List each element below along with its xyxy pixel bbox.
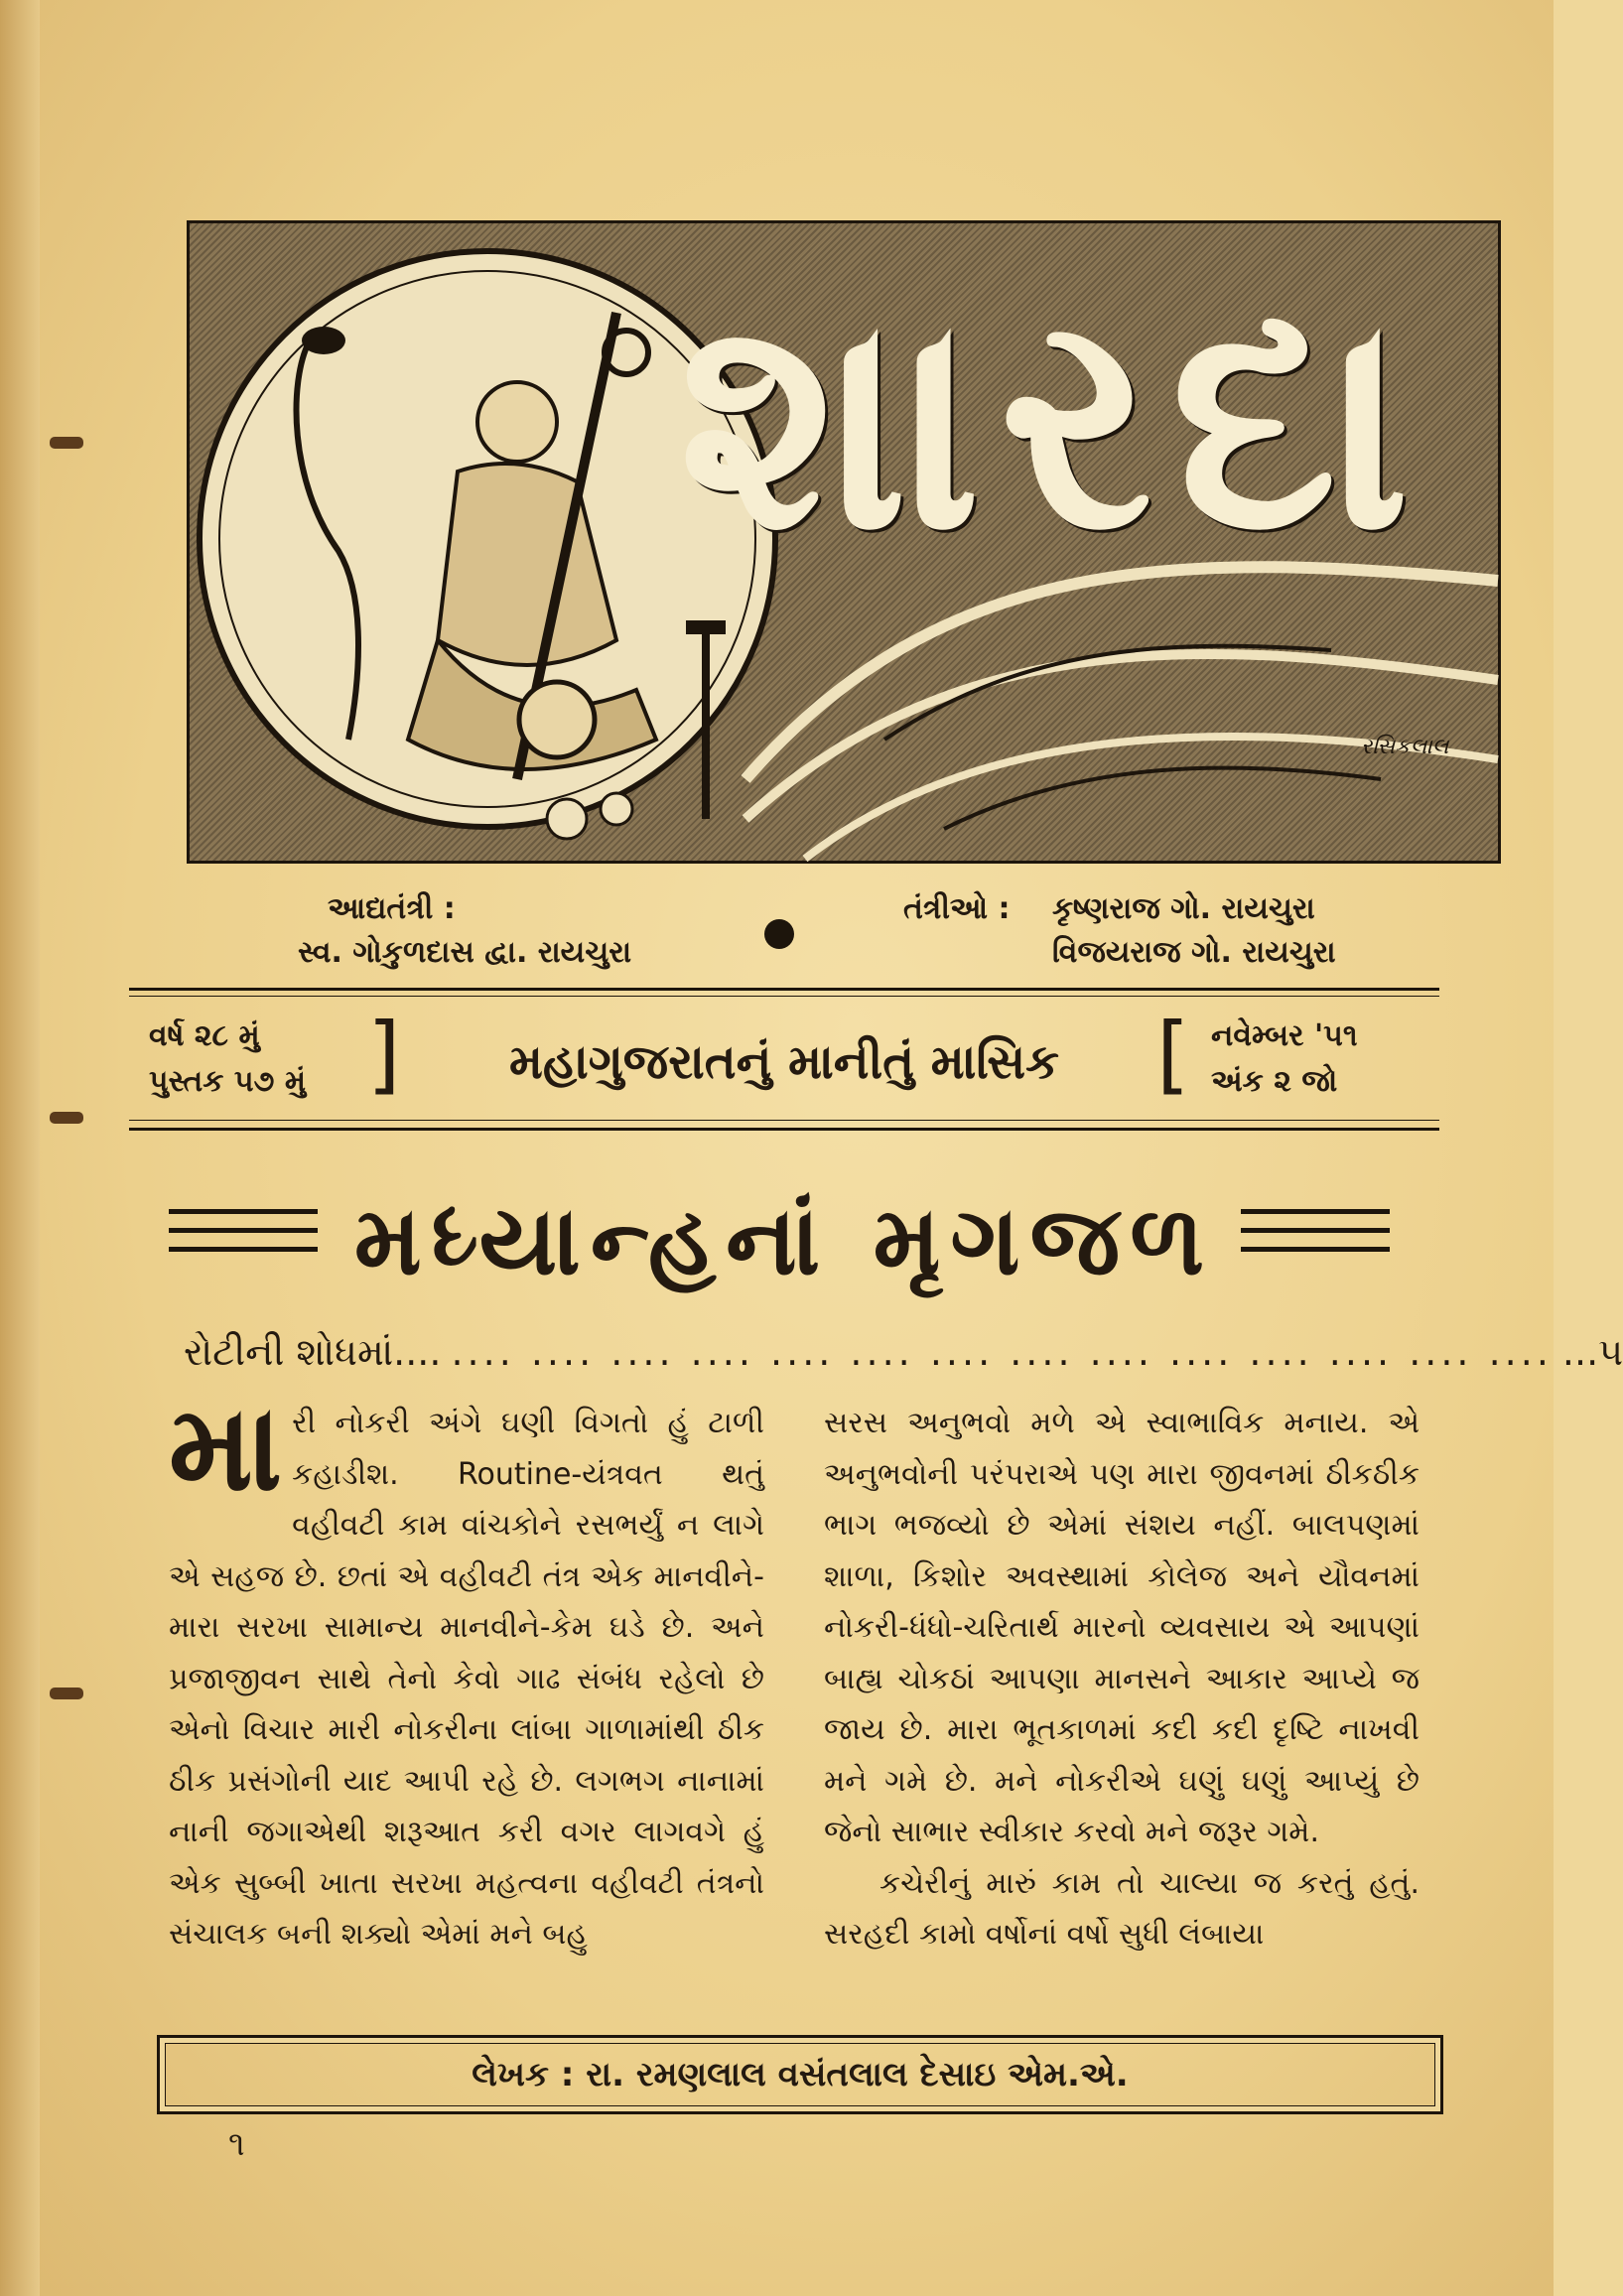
editor-name: કૃષ્ણરાજ ગો. રાયચુરા [1052, 891, 1315, 926]
separator-dot [764, 919, 794, 949]
article-title-block [0, 1171, 1554, 1320]
tagline: મહાગુજરાતનું માનીતું માસિક [508, 1034, 1060, 1090]
page-number: ૧ [228, 2124, 245, 2164]
founder-label: આદ્યતંત્રી : [328, 891, 456, 926]
contents-line [184, 1330, 1623, 1375]
page-binding-edge [0, 0, 40, 2296]
editor-name: વિજયરાજ ગો. રાયચુરા [1052, 935, 1336, 970]
volume-label: પુસ્તક ૫૭ મું [149, 1064, 307, 1099]
divider-rule [129, 996, 1439, 997]
month-label: નવેમ્બર '૫૧ [1211, 1018, 1358, 1053]
founder-name: સ્વ. ગોકુળદાસ દ્વા. રાયચુરા [298, 935, 632, 970]
paragraph: રી નોકરી અંગે ઘણી વિગતો હું ટાળી કહાડીશ. Routine-યંત્રવત થતું વહીવટી કામ વાંચકોને રસભર્યું ન લાગે એ સહજ છે. છતાં એ વહીવટી તંત્ર એક માનવીને-મારા સરખા સામાન્ય માનવીને-કેમ ઘડે છે. અને પ્રજાજીવન સાથે તેનો કેવો ગાઢ સંબંધ રહેલો છે એનો વિચાર મારી નોકરીના લાંબા ગાળામાંથી ઠીક ઠીક પ્રસંગોની યાદ આપી રહે છે. લગભગ નાનામાં નાની જગાએથી શરૂઆત કરી વગર લાગવગે હું એક સુબ્બી ખાતા સરખા મહત્વના વહીવટી તંત્રનો સંચાલક બની શક્યો એમાં મને બહુ [169, 1406, 764, 1952]
divider-rule [129, 988, 1439, 991]
issue-label: અંક ૨ જો [1211, 1064, 1338, 1099]
article-column-right [824, 1398, 1420, 1960]
paragraph: કચેરીનું મારું કામ તો ચાલ્યા જ કરતું હતું. સરહદી કામો વર્ષોનાં વર્ષો સુધી લંબાયા [824, 1865, 1420, 1952]
year-label: વર્ષ ૨૮ મું [149, 1018, 260, 1053]
magazine-title: શારદા [678, 249, 1428, 596]
contents-page: ...૫ [1561, 1330, 1623, 1374]
drop-cap: મા [169, 1380, 283, 1518]
article-column-left [169, 1380, 764, 1960]
editors-block [0, 883, 1554, 983]
bracket: [ [1156, 1005, 1190, 1104]
contents-leader-dots: .... .... .... .... .... .... .... .... .... .... .... .... .... .... [451, 1330, 1553, 1374]
artist-signature: રસિકલાલ [1361, 735, 1449, 759]
issue-info-bar [0, 1005, 1554, 1122]
binding-stitch [50, 1688, 83, 1699]
masthead [187, 220, 1501, 864]
bracket: ] [367, 1005, 401, 1104]
article-title: મધ્યાન્હનાં મૃગજળ [353, 1185, 1215, 1296]
contents-title: રોટીની શોધમાં.... [184, 1330, 442, 1374]
title-decoration [169, 1209, 318, 1266]
divider-rule [129, 1128, 1439, 1131]
paragraph: સરસ અનુભવો મળે એ સ્વાભાવિક મનાય. એ અનુભવોની પરંપરાએ પણ મારા જીવનમાં ઠીકઠીક ભાગ ભજવ્યો છે એમાં સંશય નહીં. બાલપણમાં શાળા, કિશોર અવસ્થામાં કોલેજ અને યૌવનમાં નોકરી-ધંધો-ચરિતાર્થ મારનો વ્યવસાય એ આપણાં બાહ્ય ચોકઠાં આપણા માનસને આકાર આપ્યે જ જાય છે. મારા ભૂતકાળમાં કદી કદી દૃષ્ટિ નાખવી મને ગમે છે. મને નોકરીએ ઘણું ઘણું આપ્યું છે જેનો સાભાર સ્વીકાર કરવો મને જરૂર ગમે. [824, 1406, 1420, 1849]
title-decoration [1241, 1209, 1390, 1266]
editors-label: તંત્રીઓ : [903, 891, 1011, 926]
divider-rule [129, 1120, 1439, 1121]
author-byline: લેખક : રા. રમણલાલ વસંતલાલ દેસાઇ એમ.એ. [157, 2035, 1443, 2114]
binding-stitch [50, 437, 83, 449]
